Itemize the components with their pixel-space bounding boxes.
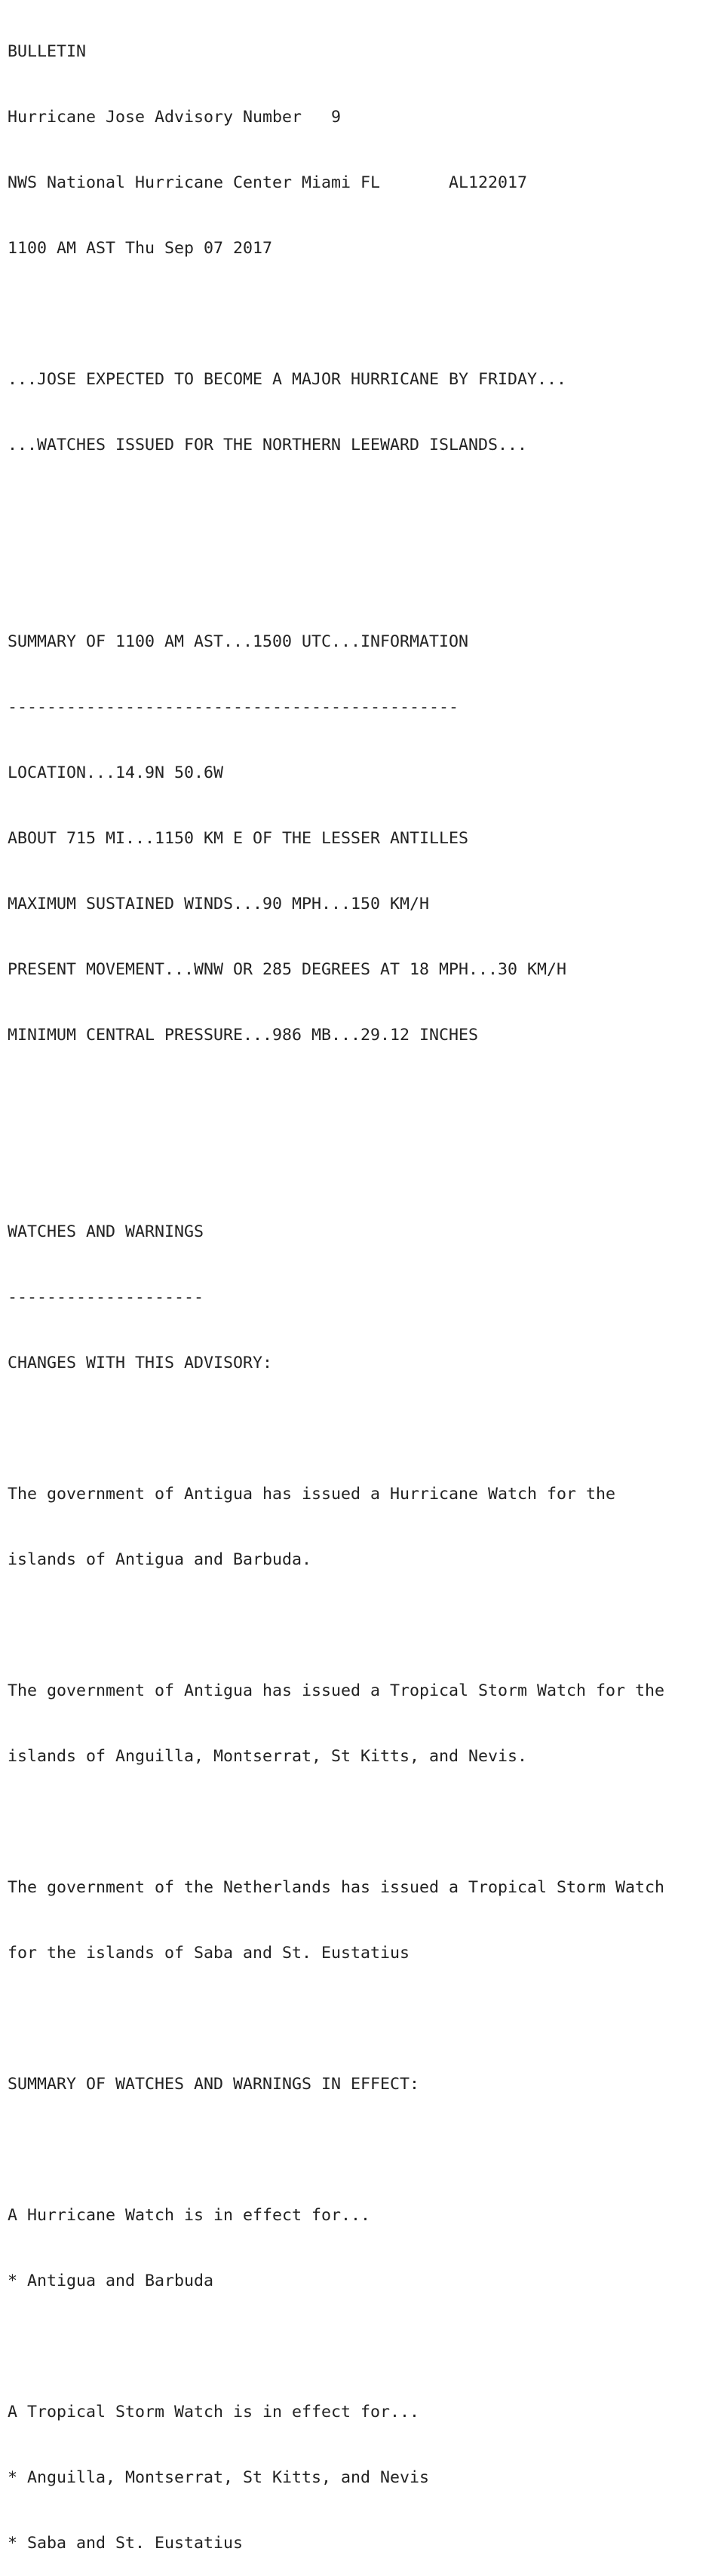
bulletin-label: BULLETIN xyxy=(8,42,87,61)
blank-line xyxy=(8,1614,664,1636)
tropical-storm-watch-item: * Saba and St. Eustatius xyxy=(8,2534,244,2553)
watches-heading: WATCHES AND WARNINGS xyxy=(8,1222,204,1241)
change-text: islands of Anguilla, Montserrat, St Kitts, and Nevis. xyxy=(8,1747,528,1766)
change-text: The government of the Netherlands has issued a Tropical Storm Watch xyxy=(8,1878,665,1897)
issue-time: 1100 AM AST Thu Sep 07 2017 xyxy=(8,239,273,258)
blank-line xyxy=(8,1155,664,1177)
blank-line xyxy=(8,2008,664,2030)
headline: ...WATCHES ISSUED FOR THE NORTHERN LEEWARD ISLANDS... xyxy=(8,436,528,454)
winds-line: MAXIMUM SUSTAINED WINDS...90 MPH...150 KM/H xyxy=(8,895,430,913)
change-text: islands of Antigua and Barbuda. xyxy=(8,1550,312,1569)
blank-line xyxy=(8,1090,664,1112)
blank-line xyxy=(8,1418,664,1439)
blank-line xyxy=(8,500,664,522)
blank-line xyxy=(8,1811,664,1833)
advisory-document xyxy=(8,0,664,2576)
changes-heading: CHANGES WITH THIS ADVISORY: xyxy=(8,1354,273,1372)
watches-rule: -------------------- xyxy=(8,1288,204,1307)
change-text: The government of Antigua has issued a Tropical Storm Watch for the xyxy=(8,1681,665,1700)
summary-heading: SUMMARY OF 1100 AM AST...1500 UTC...INFORMATION xyxy=(8,632,469,651)
tropical-storm-watch-item: * Anguilla, Montserrat, St Kitts, and Nevis xyxy=(8,2468,430,2487)
watches-summary-heading: SUMMARY OF WATCHES AND WARNINGS IN EFFECT: xyxy=(8,2075,420,2094)
tropical-storm-watch-heading: A Tropical Storm Watch is in effect for... xyxy=(8,2403,420,2422)
hurricane-watch-heading: A Hurricane Watch is in effect for... xyxy=(8,2206,371,2225)
blank-line xyxy=(8,565,664,587)
issuer-line: NWS National Hurricane Center Miami FL AL122017 xyxy=(8,173,528,192)
hurricane-watch-item: * Antigua and Barbuda xyxy=(8,2272,214,2290)
blank-line xyxy=(8,303,664,325)
headline: ...JOSE EXPECTED TO BECOME A MAJOR HURRICANE BY FRIDAY... xyxy=(8,370,567,389)
summary-rule: ---------------------------------------------- xyxy=(8,698,459,717)
blank-line xyxy=(8,2336,664,2357)
pressure-line: MINIMUM CENTRAL PRESSURE...986 MB...29.12 INCHES xyxy=(8,1026,479,1045)
advisory-title: Hurricane Jose Advisory Number 9 xyxy=(8,108,342,127)
location-line: LOCATION...14.9N 50.6W xyxy=(8,763,224,782)
change-text: The government of Antigua has issued a Hurricane Watch for the xyxy=(8,1485,616,1504)
movement-line: PRESENT MOVEMENT...WNW OR 285 DEGREES AT 18 MPH...30 KM/H xyxy=(8,960,567,979)
blank-line xyxy=(8,2139,664,2161)
distance-line: ABOUT 715 MI...1150 KM E OF THE LESSER ANTILLES xyxy=(8,829,469,848)
change-text: for the islands of Saba and St. Eustatius xyxy=(8,1944,410,1963)
